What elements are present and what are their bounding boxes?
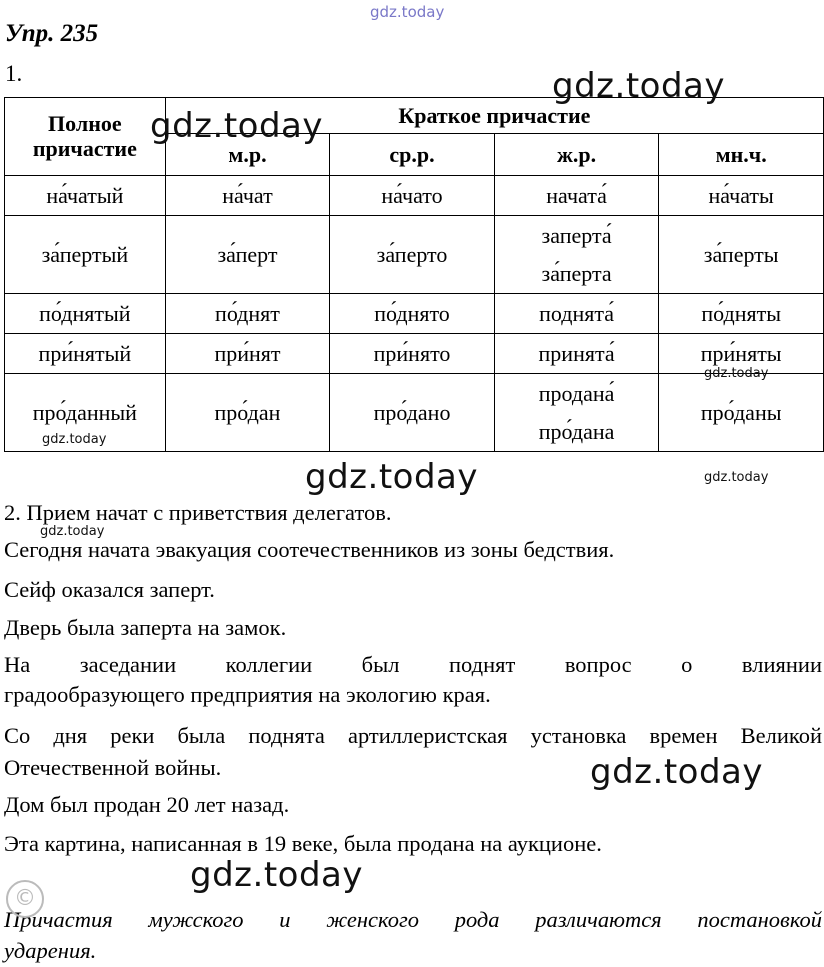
watermark: gdz.today [190, 855, 363, 895]
watermark: gdz.today [552, 66, 725, 106]
watermark: gdz.today [305, 457, 478, 497]
sentence-4: Дверь была заперта на замок. [4, 615, 287, 640]
exercise-title: Упр. 235 [5, 20, 99, 47]
cell-feminine [494, 216, 659, 294]
cell-masculine: про́дан [165, 374, 330, 452]
conclusion: Причастия мужского и женского рода различаются постановкой [4, 907, 822, 932]
header-neuter: ср.р. [330, 134, 495, 176]
part1-label: 1. [5, 61, 23, 86]
cell-full: при́нятый [5, 334, 166, 374]
conclusion-cont: ударения. [4, 938, 97, 963]
cell-feminine-variant-1: продана́ [538, 380, 615, 406]
cell-feminine-variant-2: за́перта [541, 260, 612, 286]
cell-full: на́чатый [5, 176, 166, 216]
watermark: gdz.today [40, 524, 105, 539]
cell-neuter: про́дано [330, 374, 495, 452]
cell-feminine: начата́ [494, 176, 659, 216]
cell-feminine [494, 374, 659, 452]
cell-full: по́днятый [5, 294, 166, 334]
watermark-top: gdz.today [370, 3, 445, 21]
cell-plural: за́перты [659, 216, 824, 294]
sentence-6: Со дня реки была поднята артиллеристская установка времен Великой [4, 723, 822, 748]
header-short-participle: Краткое причастие [165, 98, 823, 134]
sentence-5: На заседании коллегии был поднят вопрос о влиянии [4, 652, 822, 677]
header-full-participle: Полное причастие [5, 98, 166, 176]
watermark: gdz.today [150, 106, 323, 146]
sentence-2: Сегодня начата эвакуация соотечественников из зоны бедствия. [4, 537, 615, 562]
table-row [5, 334, 824, 374]
watermark: gdz.today [704, 366, 769, 381]
cell-masculine: на́чат [165, 176, 330, 216]
cell-plural: при́няты [659, 334, 824, 374]
header-plural: мн.ч. [659, 134, 824, 176]
cell-neuter: на́чато [330, 176, 495, 216]
cell-feminine-variant-1: заперта́ [541, 222, 612, 248]
cell-neuter: по́днято [330, 294, 495, 334]
cell-masculine: при́нят [165, 334, 330, 374]
cell-neuter: при́нято [330, 334, 495, 374]
table-row [5, 374, 824, 452]
watermark: gdz.today [42, 432, 107, 447]
cell-plural: про́даны [659, 374, 824, 452]
cell-neuter: за́перто [330, 216, 495, 294]
cell-masculine: по́днят [165, 294, 330, 334]
cell-feminine: принята́ [494, 334, 659, 374]
copyright-stamp-icon: © [6, 880, 44, 918]
table-row [5, 294, 824, 334]
sentence-3: Сейф оказался заперт. [4, 577, 215, 602]
cell-full: про́данный [5, 374, 166, 452]
cell-feminine-variant-2: про́дана [538, 418, 615, 444]
cell-plural: на́чаты [659, 176, 824, 216]
watermark: gdz.today [590, 752, 763, 792]
header-masculine: м.р. [165, 134, 330, 176]
watermark: gdz.today [704, 470, 769, 485]
table-row [5, 176, 824, 216]
participle-table [4, 97, 824, 452]
sentence-1: 2. Прием начат с приветствия делегатов. [4, 500, 392, 525]
header-feminine: ж.р. [494, 134, 659, 176]
cell-feminine: поднята́ [494, 294, 659, 334]
table-row [5, 216, 824, 294]
sentence-5-cont: градообразующего предприятия на экологию края. [4, 682, 491, 707]
sentence-7: Дом был продан 20 лет назад. [4, 792, 290, 817]
sentence-6-cont: Отечественной войны. [4, 755, 222, 780]
cell-masculine: за́перт [165, 216, 330, 294]
cell-plural: по́дняты [659, 294, 824, 334]
sentence-8: Эта картина, написанная в 19 веке, была продана на аукционе. [4, 831, 602, 856]
cell-full: за́пертый [5, 216, 166, 294]
